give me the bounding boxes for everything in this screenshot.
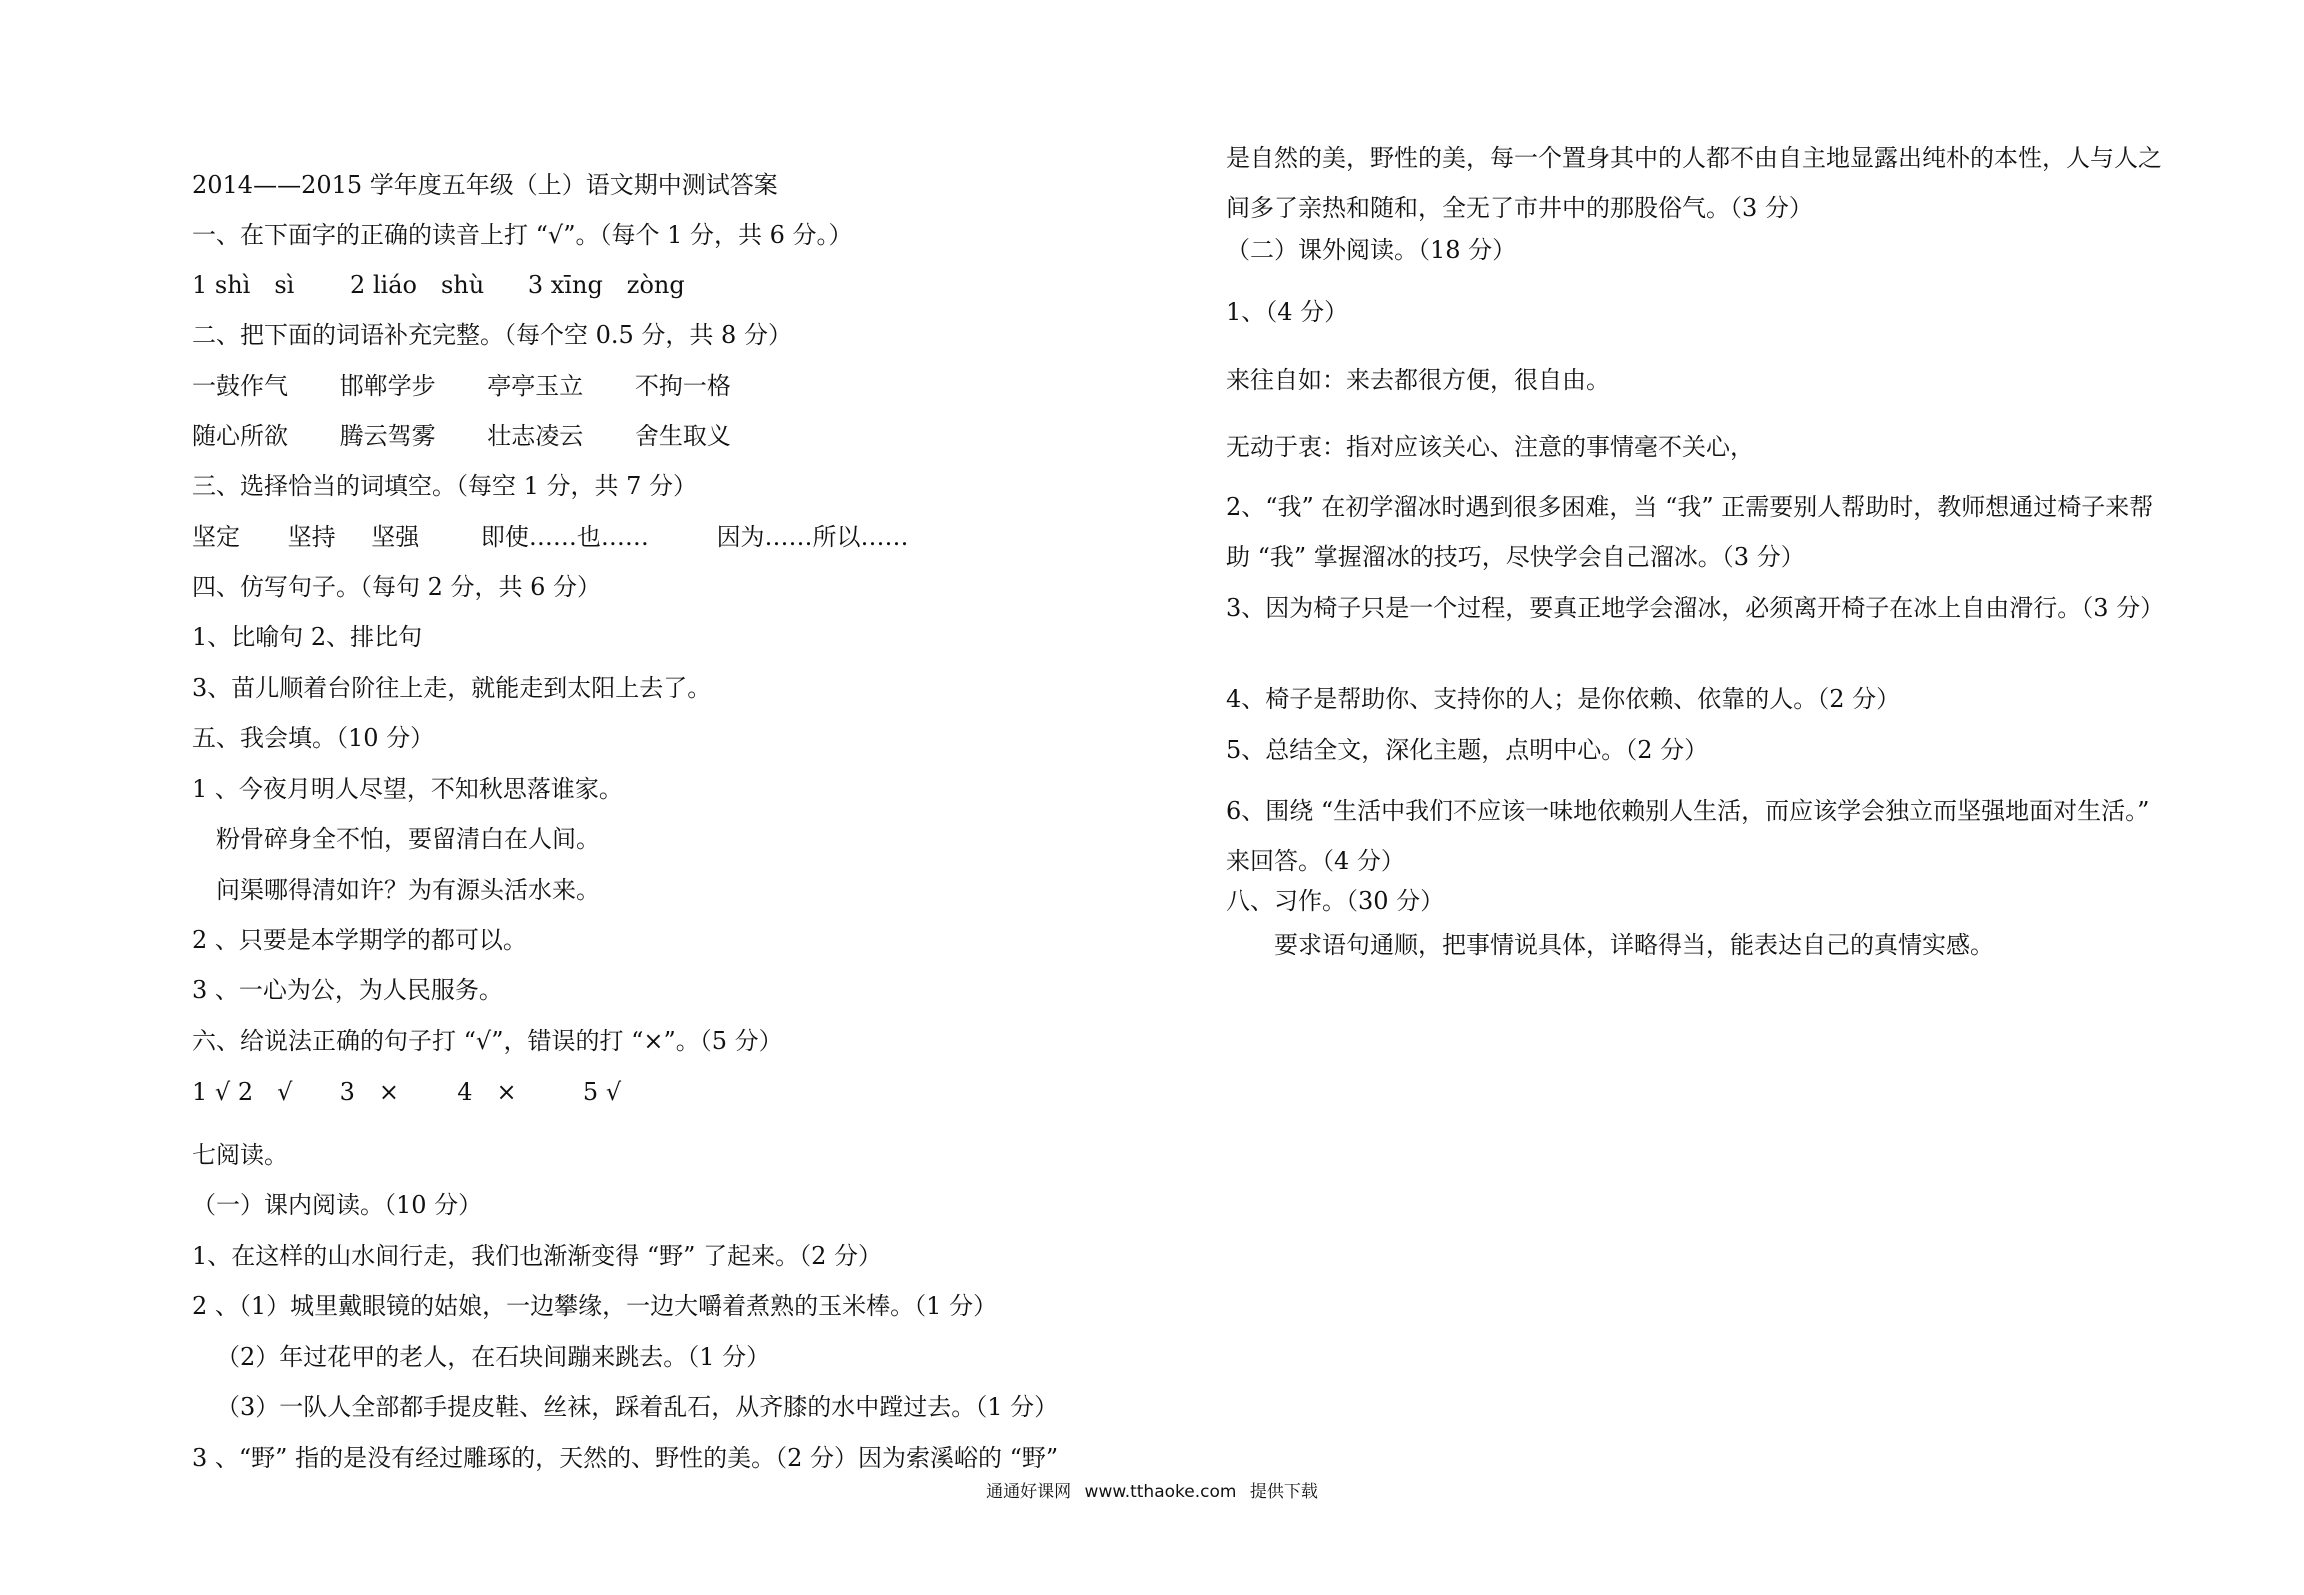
outside-q1: 1、（4 分）	[1226, 298, 1349, 326]
section-8-heading: 八、习作。（30 分）	[1226, 887, 1445, 915]
section-2-row-2	[192, 421, 731, 451]
footer-site-name: 通通好课网	[986, 1482, 1072, 1502]
s1-answer-1: 1 shì sì	[192, 271, 295, 299]
section-2-row-1	[192, 371, 731, 401]
section-3-answers	[192, 522, 909, 552]
section-5-line-5: 3 、一心为公，为人民服务。	[192, 976, 503, 1004]
s6-answer: 1 √ 2 √	[192, 1078, 293, 1106]
section-1-heading: 一、在下面字的正确的读音上打 “√”。（每个 1 分，共 6 分。）	[192, 221, 853, 249]
s3-answer: 因为……所以……	[716, 523, 909, 551]
idiom: 壮志凌云	[487, 422, 584, 450]
s1-answer-3: 3 xīng zòng	[527, 271, 685, 299]
s3-answer: 坚强	[371, 523, 420, 551]
section-4-line-2: 3、苗儿顺着台阶往上走，就能走到太阳上去了。	[192, 674, 712, 702]
idiom: 一鼓作气	[192, 372, 288, 400]
section-5-heading: 五、我会填。（10 分）	[192, 724, 435, 752]
outside-q1a: 来往自如：来去都很方便，很自由。	[1226, 366, 1610, 394]
outside-q5: 5、总结全文，深化主题，点明中心。（2 分）	[1226, 736, 1709, 764]
page-footer	[0, 1481, 2304, 1503]
outside-q2: 2、“我” 在初学溜冰时遇到很多困难，当 “我” 正需要别人帮助时，教师想通过椅子来帮助 “我” 掌握溜冰的技巧，尽快学会自己溜冰。（3 分）	[1226, 493, 2154, 571]
section-7-heading: 七阅读。	[192, 1141, 288, 1169]
section-4-line-1: 1、比喻句 2、排比句	[192, 623, 423, 651]
q3-continuation: 是自然的美，野性的美，每一个置身其中的人都不由自主地显露出纯朴的本性，人与人之间多了亲热和随和，全无了市井中的那股俗气。（3 分）	[1226, 144, 2162, 222]
section-1-answers	[192, 270, 685, 300]
outside-q6: 6、围绕 “生活中我们不应该一味地依赖别人生活，而应该学会独立而坚强地面对生活。” 来回答。（4 分）	[1226, 797, 2150, 875]
section-6-heading: 六、给说法正确的句子打 “√”，错误的打 “×”。（5 分）	[192, 1027, 783, 1055]
doc-title: 2014——2015 学年度五年级（上）语文期中测试答案	[192, 171, 778, 199]
section-7-q3: 3 、“野” 指的是没有经过雕琢的，天然的、野性的美。（2 分）因为索溪峪的 “野”	[192, 1444, 1059, 1472]
footer-suffix: 提供下载	[1249, 1482, 1318, 1502]
section-7-q1: 1、在这样的山水间行走，我们也渐渐变得 “野” 了起来。（2 分）	[192, 1242, 882, 1270]
section-3-heading: 三、选择恰当的词填空。（每空 1 分，共 7 分）	[192, 472, 698, 500]
section-5-line-1: 1 、今夜月明人尽望，不知秋思落谁家。	[192, 775, 623, 803]
s6-answer: 3 ×	[339, 1078, 400, 1106]
s3-answer: 坚持	[287, 523, 336, 551]
section-4-heading: 四、仿写句子。（每句 2 分，共 6 分）	[192, 573, 602, 601]
idiom: 腾云驾雾	[339, 422, 436, 450]
section-5-line-3: 问渠哪得清如许？为有源头活水来。	[216, 876, 600, 904]
outside-q3: 3、因为椅子只是一个过程，要真正地学会溜冰，必须离开椅子在冰上自由滑行。（3 分）	[1226, 594, 2165, 622]
section-7-sub-2: （二）课外阅读。（18 分）	[1226, 236, 1517, 264]
outside-q4: 4、椅子是帮助你、支持你的人；是你依赖、依靠的人。（2 分）	[1226, 685, 1901, 713]
s3-answer: 坚定	[192, 523, 240, 551]
section-7-q2b: （2）年过花甲的老人，在石块间蹦来跳去。（1 分）	[216, 1343, 771, 1371]
footer-url[interactable]: www.tthaoke.com	[1084, 1482, 1237, 1502]
idiom: 亭亭玉立	[487, 372, 584, 400]
section-7-sub-1: （一）课内阅读。（10 分）	[192, 1191, 483, 1219]
section-6-answers	[192, 1077, 621, 1107]
section-5-line-4: 2 、只要是本学期学的都可以。	[192, 926, 527, 954]
s1-answer-2: 2 liáo shù	[349, 271, 485, 299]
idiom: 不拘一格	[634, 372, 731, 400]
s3-answer: 即使……也……	[480, 523, 649, 551]
section-7-q2a: 2 、（1）城里戴眼镜的姑娘，一边攀缘，一边大嚼着煮熟的玉米棒。（1 分）	[192, 1292, 998, 1320]
s6-answer: 5 √	[582, 1078, 622, 1106]
outside-q1b: 无动于衷：指对应该关心、注意的事情毫不关心，	[1226, 433, 1754, 461]
section-5-line-2: 粉骨碎身全不怕，要留清白在人间。	[216, 825, 600, 853]
idiom: 舍生取义	[634, 422, 731, 450]
section-7-q2c: （3）一队人全部都手提皮鞋、丝袜，踩着乱石，从齐膝的水中蹚过去。（1 分）	[216, 1393, 1059, 1421]
section-8-text: 要求语句通顺，把事情说具体，详略得当，能表达自己的真情实感。	[1274, 931, 1994, 959]
idiom: 随心所欲	[192, 422, 288, 450]
section-2-heading: 二、把下面的词语补充完整。（每个空 0.5 分，共 8 分）	[192, 321, 792, 349]
s6-answer: 4 ×	[457, 1078, 517, 1106]
idiom: 邯郸学步	[339, 372, 436, 400]
